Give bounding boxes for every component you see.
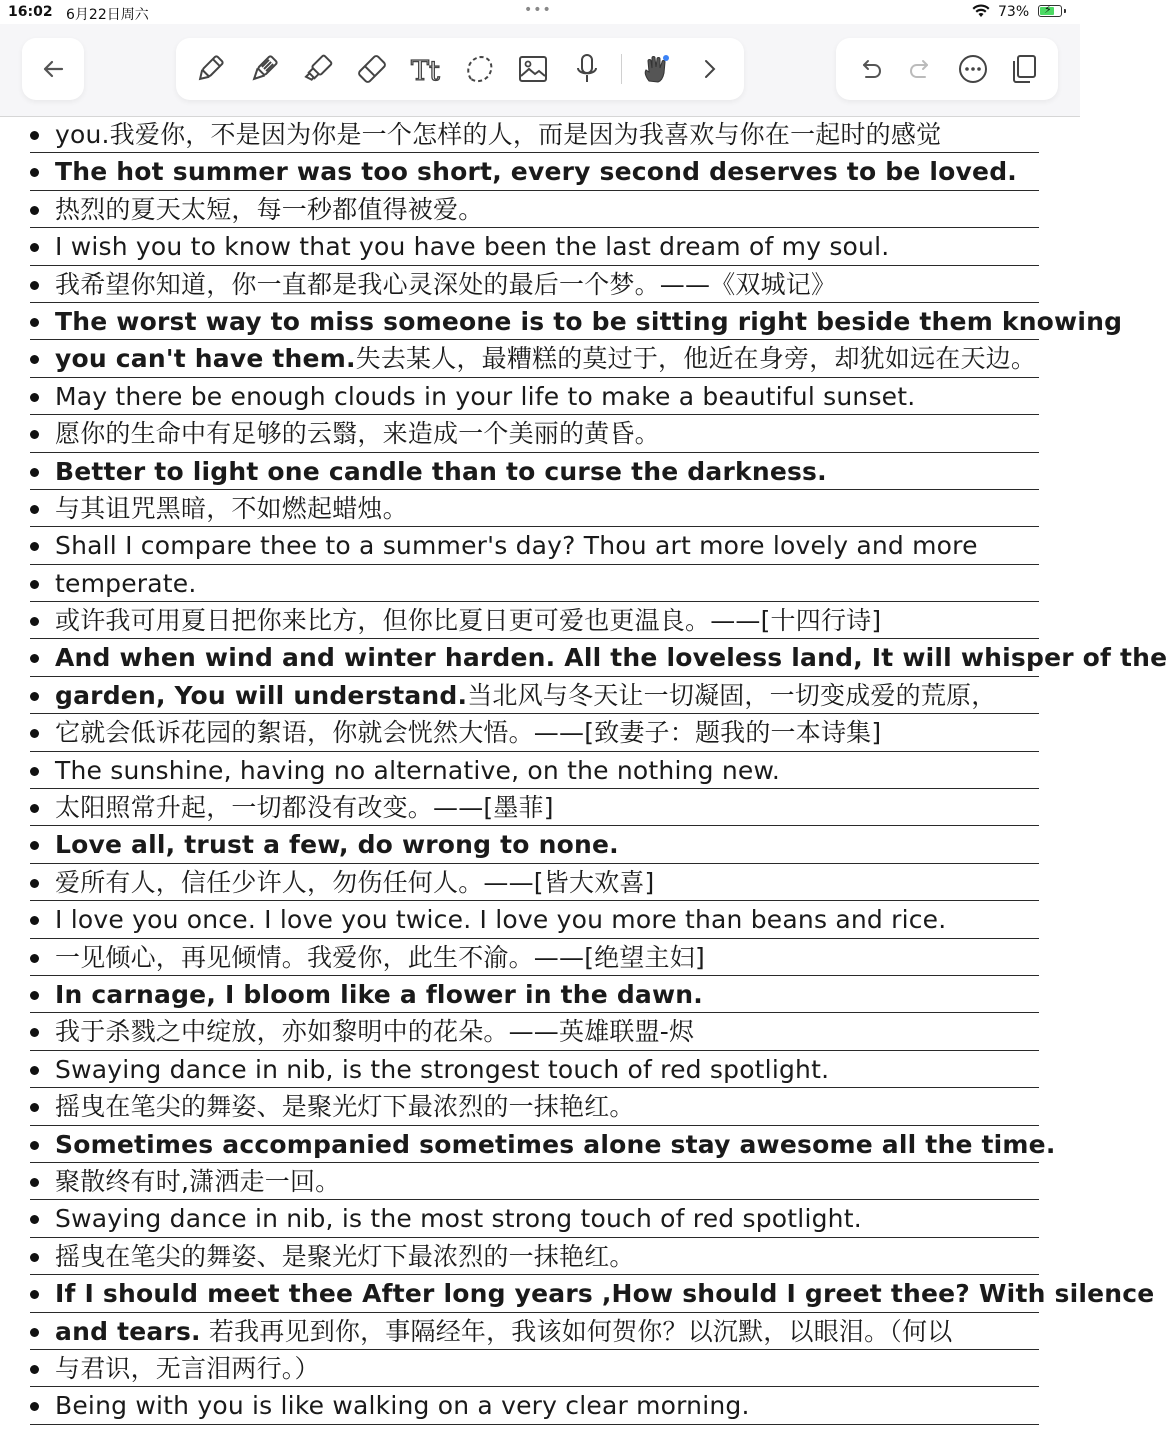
pencil-tool-button[interactable]: [190, 49, 230, 89]
charging-bolt-icon: ⚡: [1044, 3, 1052, 16]
bullet-icon: [30, 505, 39, 514]
note-line-text: Love all, trust a few, do wrong to none.: [55, 830, 619, 860]
note-line-text: The hot summer was too short, every second deserves to be loved.: [55, 157, 1017, 187]
image-tool-button[interactable]: [513, 49, 553, 89]
note-line[interactable]: [30, 1238, 1039, 1275]
bullet-icon: [30, 654, 39, 663]
eraser-tool-icon: [356, 53, 388, 85]
ellipsis-circle-icon: [957, 53, 989, 85]
bullet-icon: [30, 879, 39, 888]
note-line[interactable]: [30, 1313, 1039, 1350]
note-line[interactable]: [30, 789, 1039, 826]
note-content[interactable]: [0, 116, 1167, 1425]
svg-text:Tt: Tt: [410, 56, 440, 87]
bullet-icon: [30, 168, 39, 177]
note-line-text: The sunshine, having no alternative, on the nothing new.: [55, 755, 780, 785]
note-line-text: I love you once. I love you twice. I love you more than beans and rice.: [55, 905, 947, 935]
note-line-bold-part: and tears.: [55, 1316, 201, 1346]
note-line[interactable]: [30, 714, 1039, 751]
note-line[interactable]: [30, 1163, 1039, 1200]
bullet-icon: [30, 1178, 39, 1187]
note-line-text: 摇曳在笔尖的舞姿、是聚光灯下最浓烈的一抹艳红。: [55, 1241, 635, 1271]
note-line-text: Swaying dance in nib, is the most strong touch of red spotlight.: [55, 1204, 862, 1234]
status-date: 6月22日周六: [66, 7, 149, 23]
actions-bar: [836, 38, 1058, 100]
note-line-text: In carnage, I bloom like a flower in the dawn.: [55, 979, 703, 1009]
redo-button[interactable]: [901, 49, 941, 89]
image-tool-icon: [517, 53, 549, 85]
note-line[interactable]: [30, 191, 1039, 228]
bullet-icon: [30, 580, 39, 589]
bullet-icon: [30, 916, 39, 925]
pen-tool-icon: [248, 53, 280, 85]
note-line[interactable]: [30, 752, 1039, 789]
note-line-text: 它就会低诉花园的絮语，你就会恍然大悟。——[致妻子：题我的一本诗集]: [55, 718, 882, 748]
note-line-text: 愿你的生命中有足够的云翳，来造成一个美丽的黄昏。: [55, 419, 660, 449]
note-line[interactable]: [30, 1275, 1155, 1312]
text-tool-button[interactable]: [406, 49, 446, 89]
note-line-text: you.我爱你，不是因为你是一个怎样的人，而是因为我喜欢与你在一起时的感觉: [55, 120, 942, 149]
back-button[interactable]: [22, 38, 84, 100]
text-tool-icon: [410, 53, 442, 85]
note-line-normal-part: 失去某人，最糟糕的莫过于，他近在身旁，却犹如远在天边。: [355, 344, 1037, 374]
bullet-icon: [30, 1290, 39, 1299]
drawing-tools-bar: [176, 38, 744, 100]
note-line-text: 摇曳在笔尖的舞姿、是聚光灯下最浓烈的一抹艳红。: [55, 1092, 635, 1122]
bullet-icon: [30, 1328, 39, 1337]
note-line-text: 与君识，无言泪两行。）: [55, 1353, 320, 1383]
note-line[interactable]: [30, 864, 1039, 901]
note-line-text: Better to light one candle than to curse the darkness.: [55, 456, 827, 486]
note-line-text: temperate.: [55, 568, 197, 598]
highlighter-tool-button[interactable]: [298, 49, 338, 89]
lasso-tool-button[interactable]: [459, 49, 499, 89]
bullet-icon: [30, 206, 39, 215]
note-line-text: 我希望你知道，你一直都是我心灵深处的最后一个梦。——《双城记》: [55, 269, 837, 299]
battery-percent: 73%: [998, 4, 1030, 20]
note-line[interactable]: [30, 228, 1039, 265]
multitask-dots[interactable]: •••: [524, 2, 552, 18]
bullet-icon: [30, 243, 39, 252]
note-line-text: May there be enough clouds in your life to make a beautiful sunset.: [55, 381, 916, 411]
note-line[interactable]: [30, 1088, 1039, 1125]
note-line[interactable]: [30, 1387, 1039, 1424]
bullet-icon: [30, 1103, 39, 1112]
note-line[interactable]: [30, 266, 1039, 303]
note-line-normal-part: 当北风与冬天让一切凝固，一切变成爱的荒原，: [467, 680, 997, 710]
note-line-text: [55, 677, 996, 714]
bullet-icon: [30, 131, 39, 140]
note-line[interactable]: [30, 378, 1039, 415]
undo-icon: [854, 53, 886, 85]
note-line[interactable]: [30, 415, 1039, 452]
highlighter-tool-icon: [302, 53, 334, 85]
note-line[interactable]: [30, 490, 1039, 527]
note-line-normal-part: 若我再见到你，事隔经年，我该如何贺你？以沉默，以眼泪。（何以: [200, 1316, 953, 1346]
note-line-bold-part: garden, You will understand.: [55, 680, 468, 710]
bullet-icon: [30, 430, 39, 439]
pen-tool-button[interactable]: [244, 49, 284, 89]
note-line[interactable]: [30, 1200, 1039, 1237]
bullet-icon: [30, 1066, 39, 1075]
note-line-text: Sometimes accompanied sometimes alone stay awesome all the time.: [55, 1129, 1056, 1159]
note-line[interactable]: [30, 976, 1039, 1013]
lasso-tool-icon: [463, 53, 495, 85]
note-line[interactable]: [30, 527, 1039, 564]
redo-icon: [905, 53, 937, 85]
bullet-icon: [30, 1365, 39, 1374]
note-line[interactable]: [30, 602, 1039, 639]
note-line-text: 太阳照常升起，一切都没有改变。——[墨菲]: [55, 793, 554, 823]
status-bar: [0, 0, 1080, 24]
hand-draw-tool-button[interactable]: [636, 49, 676, 89]
note-line[interactable]: [30, 1013, 1039, 1050]
note-line[interactable]: [30, 677, 1039, 714]
note-line[interactable]: [30, 901, 1039, 938]
pages-icon: [1008, 53, 1040, 85]
note-line[interactable]: [30, 153, 1039, 190]
bullet-icon: [30, 542, 39, 551]
status-time: 16:02: [8, 4, 53, 20]
bullet-icon: [30, 355, 39, 364]
bullet-icon: [30, 468, 39, 477]
arrow-left-icon: [38, 54, 68, 84]
pages-button[interactable]: [1004, 49, 1044, 89]
hand-draw-tool-icon: [640, 53, 672, 85]
note-line-text: [55, 1313, 952, 1350]
note-line-text: Being with you is like walking on a very clear morning.: [55, 1391, 750, 1421]
bullet-icon: [30, 692, 39, 701]
toolbar-divider: [621, 54, 622, 84]
bullet-icon: [30, 1141, 39, 1150]
note-line[interactable]: [30, 303, 1123, 340]
note-line-text: 爱所有人，信任少许人，勿伤任何人。——[皆大欢喜]: [55, 867, 655, 897]
editor-toolbar: [0, 24, 1080, 117]
bullet-icon: [30, 1253, 39, 1262]
bullet-icon: [30, 804, 39, 813]
note-line-text: Swaying dance in nib, is the strongest touch of red spotlight.: [55, 1054, 830, 1084]
note-line-text: I wish you to know that you have been the last dream of my soul.: [55, 232, 890, 262]
note-line[interactable]: [30, 453, 1039, 490]
note-line-text: 热烈的夏天太短，每一秒都值得被爱。: [55, 194, 484, 224]
more-options-button[interactable]: [953, 49, 993, 89]
note-line-text: 或许我可用夏日把你来比方，但你比夏日更可爱也更温良。——[十四行诗]: [55, 606, 882, 636]
bullet-icon: [30, 318, 39, 327]
note-line-text: 聚散终有时,潇洒走一回。: [55, 1166, 341, 1196]
microphone-tool-button[interactable]: [567, 49, 607, 89]
note-line[interactable]: [30, 340, 1039, 377]
bullet-icon: [30, 767, 39, 776]
battery-icon: [1038, 5, 1062, 17]
wifi-icon: [972, 4, 990, 18]
microphone-tool-icon: [571, 53, 603, 85]
bullet-icon: [30, 393, 39, 402]
bullet-icon: [30, 1028, 39, 1037]
note-line[interactable]: [30, 1051, 1039, 1088]
note-line-text: The worst way to miss someone is to be sitting right beside them knowing: [55, 306, 1123, 336]
bullet-icon: [30, 841, 39, 850]
more-tools-button[interactable]: [690, 49, 730, 89]
bullet-icon: [30, 991, 39, 1000]
eraser-tool-button[interactable]: [352, 49, 392, 89]
pencil-tool-icon: [194, 53, 226, 85]
note-line-bold-part: you can't have them.: [55, 344, 356, 374]
note-line-text: 与其诅咒黑暗，不如燃起蜡烛。: [55, 493, 408, 523]
note-line-text: And when wind and winter harden. All the loveless land, It will whisper of the: [55, 643, 1167, 673]
note-line-text: 一见倾心，再见倾情。我爱你，此生不渝。——[绝望主妇]: [55, 942, 705, 972]
note-line[interactable]: [30, 116, 1039, 153]
note-line[interactable]: [30, 939, 1039, 976]
note-line-text: Shall I compare thee to a summer's day? Thou art more lovely and more: [55, 531, 978, 561]
note-line-text: 我于杀戮之中绽放，亦如黎明中的花朵。——英雄联盟-烬: [55, 1017, 695, 1047]
bullet-icon: [30, 1402, 39, 1411]
note-line[interactable]: [30, 1350, 1039, 1387]
bullet-icon: [30, 954, 39, 963]
undo-button[interactable]: [850, 49, 890, 89]
note-line[interactable]: [30, 826, 1039, 863]
bullet-icon: [30, 729, 39, 738]
note-line[interactable]: [30, 639, 1167, 676]
chevron-right-icon: [694, 53, 726, 85]
note-line[interactable]: [30, 565, 1039, 602]
bullet-icon: [30, 617, 39, 626]
note-line[interactable]: [30, 1126, 1056, 1163]
bullet-icon: [30, 281, 39, 290]
note-line-text: If I should meet thee After long years ,How should I greet thee? With silence: [55, 1279, 1155, 1309]
bullet-icon: [30, 1215, 39, 1224]
note-line-text: [55, 340, 1036, 377]
